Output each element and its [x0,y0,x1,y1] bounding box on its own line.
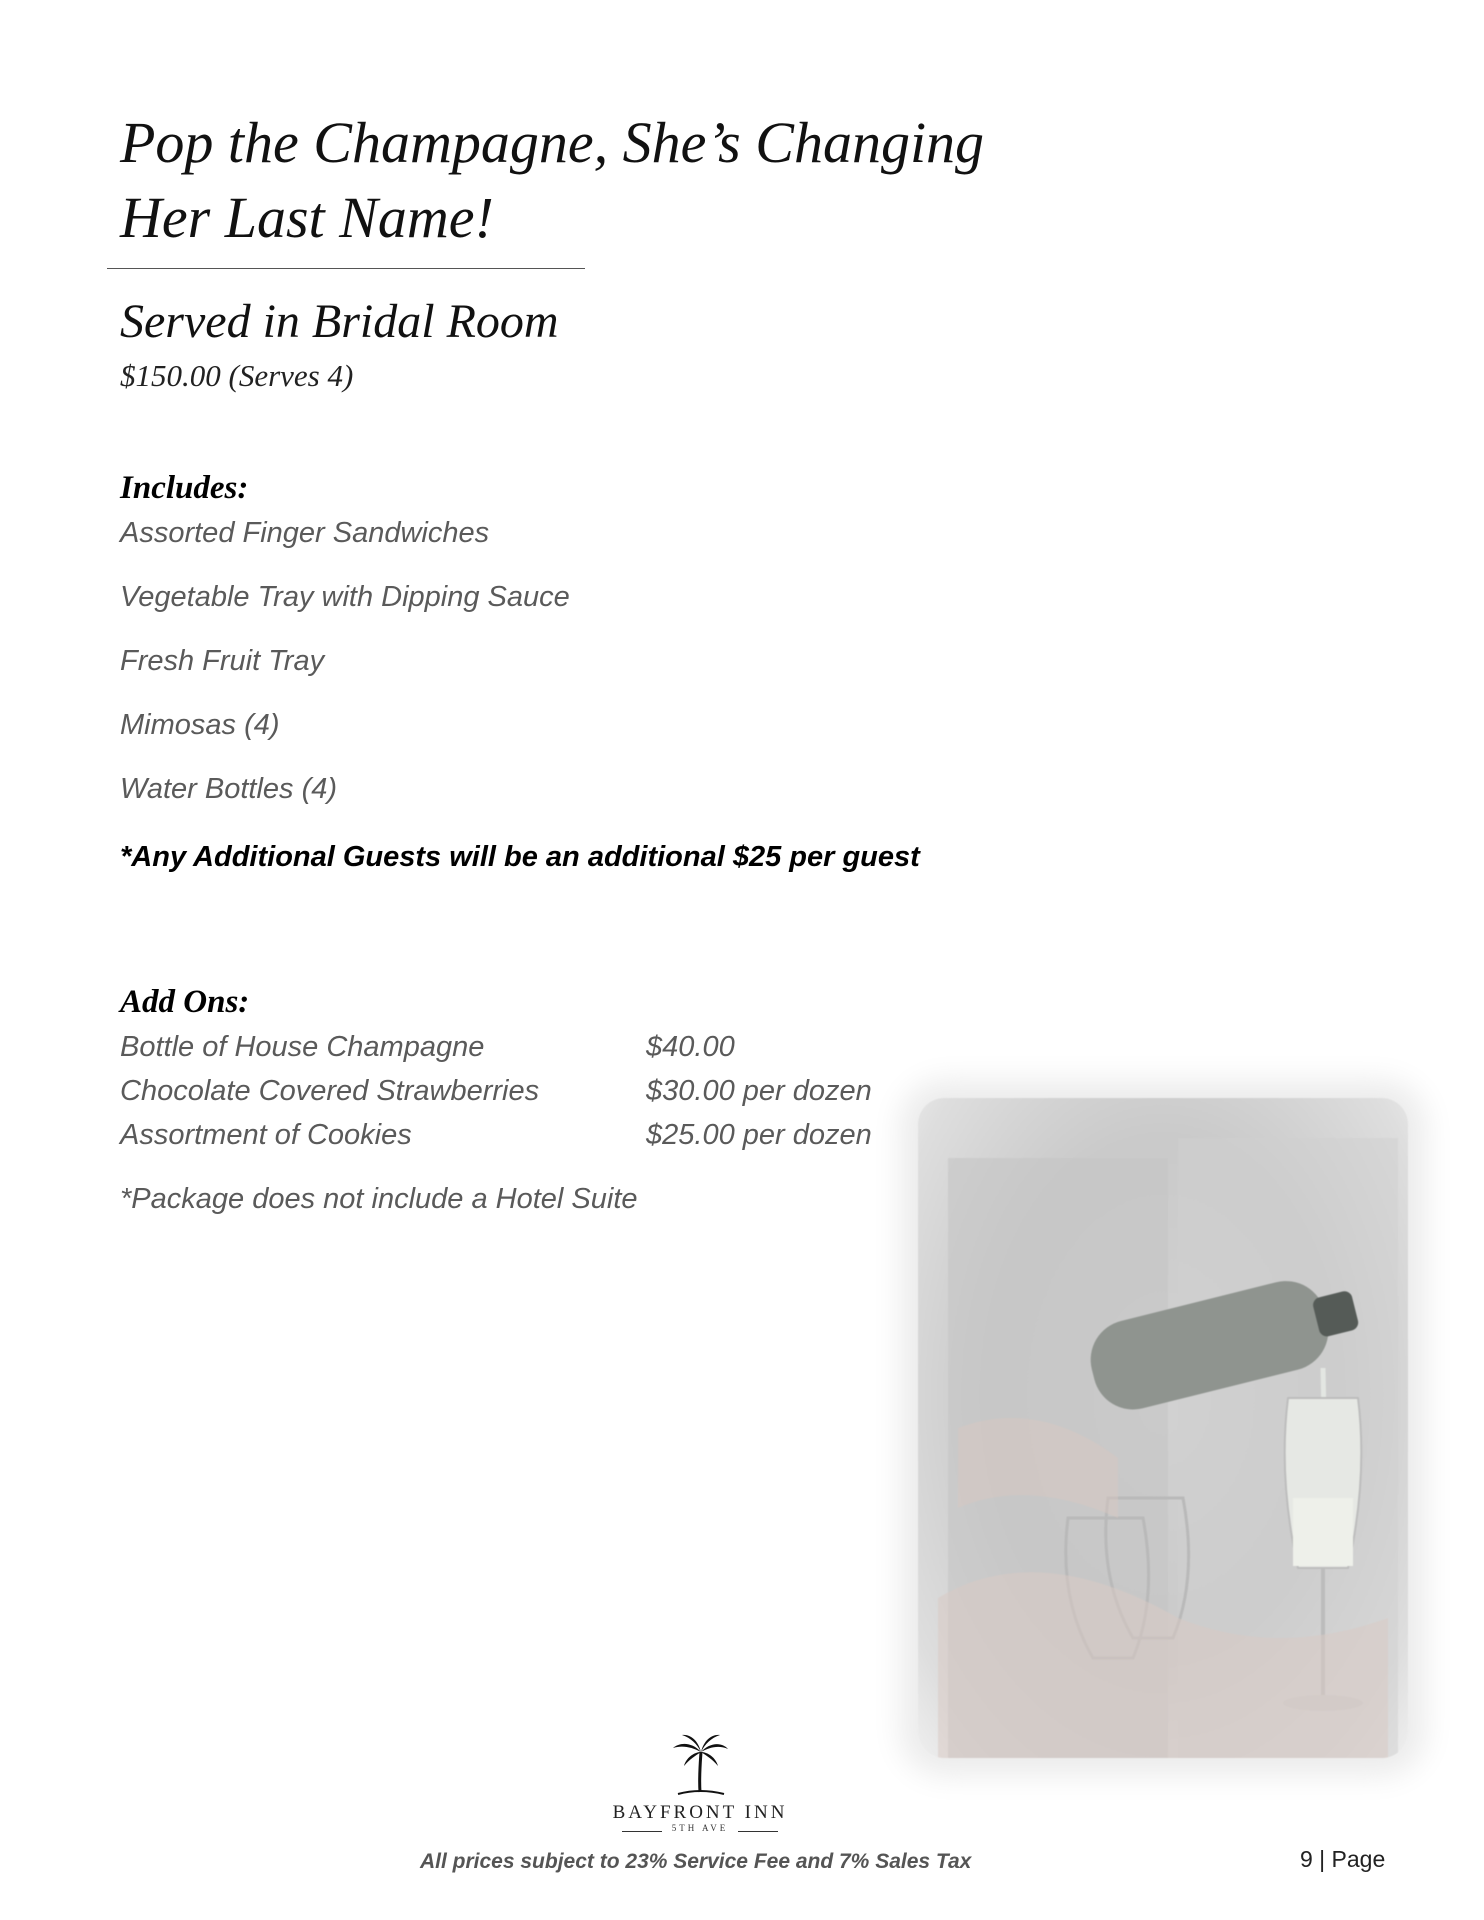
logo-rule-right [738,1831,778,1832]
subtitle: Served in Bridal Room [120,295,559,348]
pricing-footnote: All prices subject to 23% Service Fee and 7% Sales Tax [420,1850,972,1873]
package-price: $150.00 (Serves 4) [120,358,354,393]
logo-name: BAYFRONT INN [612,1802,788,1823]
page-number: 9 | Page [1300,1846,1386,1872]
bayfront-inn-logo [610,1728,790,1868]
includes-label: Includes: [120,470,249,506]
include-item: Assorted Finger Sandwiches [120,517,490,549]
addon-name: Chocolate Covered Strawberries [120,1075,540,1107]
addon-name: Bottle of House Champagne [120,1031,485,1063]
title-line-2: Her Last Name! [120,185,494,250]
addon-price: $25.00 per dozen [646,1119,872,1151]
champagne-photo [918,1098,1408,1758]
logo-subtitle: 5TH AVE [671,1823,729,1833]
addon-price: $40.00 [646,1031,735,1063]
include-item: Water Bottles (4) [120,773,338,805]
page-title [120,105,1120,255]
additional-guests-note: *Any Additional Guests will be an additional $25 per guest [120,841,920,873]
include-item: Fresh Fruit Tray [120,645,325,677]
title-divider [107,268,585,269]
addon-price: $30.00 per dozen [646,1075,872,1107]
addons-label: Add Ons: [120,984,250,1020]
include-item: Vegetable Tray with Dipping Sauce [120,581,570,613]
title-line-1: Pop the Champagne, She’s Changing [120,110,985,175]
champagne-pour-illustration [918,1098,1408,1758]
include-item: Mimosas (4) [120,709,280,741]
addon-name: Assortment of Cookies [120,1119,412,1151]
hotel-suite-note: *Package does not include a Hotel Suite [120,1183,638,1215]
palm-tree-icon [670,1728,730,1800]
